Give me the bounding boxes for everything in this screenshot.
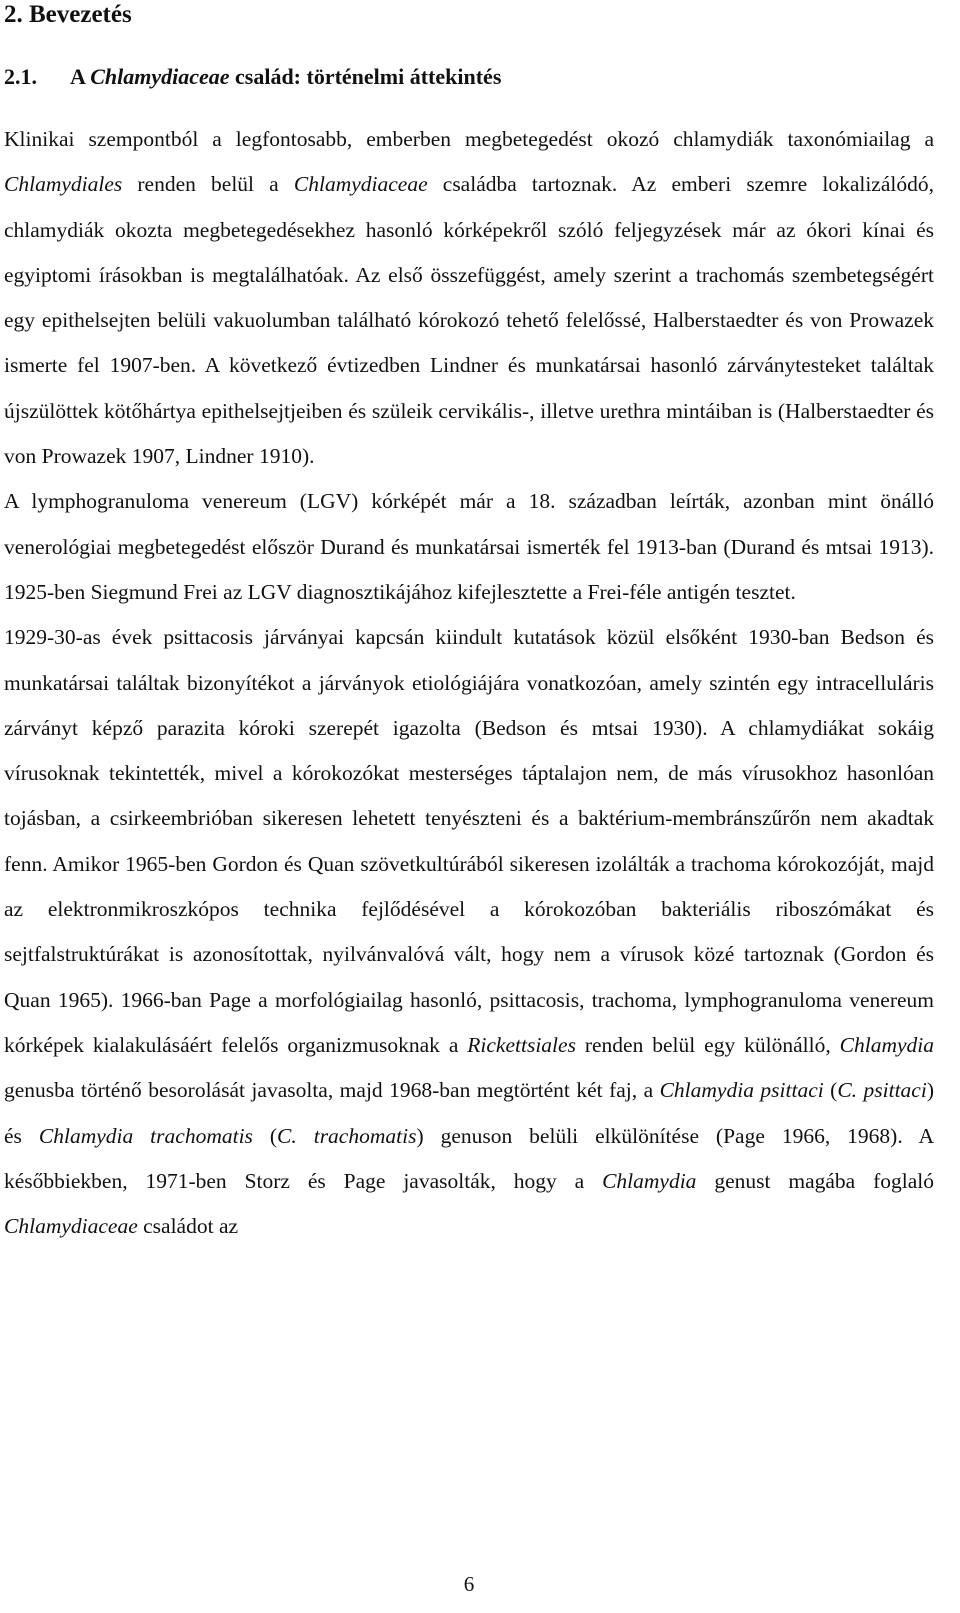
section-number: 2.1. xyxy=(4,64,37,89)
italic-text: Chlamydia psittaci xyxy=(659,1078,824,1103)
paragraph-text: ) genuson belüli elkülönítése (Page 1966, 1968). A későbbiekben, 1971-ben Storz és Page javasolták, hogy a xyxy=(4,1123,934,1193)
paragraph-text: A lymphogranuloma venereum (LGV) kórképét már a 18. században leírták, azonban mint önálló venerológiai megbetegedést először Durand és munkatársai ismerték fel 1913-ban (Durand és mtsai 1913). 1925-ben Siegmund Frei az LGV diagnosztikájához kifejlesztette a Frei-féle antigén tesztet. xyxy=(4,489,934,604)
italic-text: Rickettsiales xyxy=(467,1032,576,1057)
chapter-heading xyxy=(4,0,132,30)
italic-text: C. trachomatis xyxy=(277,1123,417,1148)
italic-text: Chlamydiales xyxy=(4,172,123,197)
paragraph-text: Klinikai szempontból a legfontosabb, emberben megbetegedést okozó chlamydiák taxonómiailag a xyxy=(4,127,934,151)
chapter-number: 2. xyxy=(4,1,23,28)
italic-text: Chlamydia xyxy=(839,1032,934,1057)
italic-text: Chlamydiaceae xyxy=(293,172,428,197)
page-number: 6 xyxy=(463,1572,475,1596)
paragraph-text: családba tartoznak. Az emberi szemre lokalizálódó, chlamydiák okozta megbetegedésekhez hasonló kórképekről szóló feljegyzések már az ókori kínai és egyiptomi írásokban is megtalálhatóak. Az első összefüggést, amely szerint a trachomás szembetegségért egy epithelsejten belüli vakuolumban található kórokozó tehető felelőssé, Halberstaedter és von Prowazek ismerte fel 1907-ben. A következő évtizedben Lindner és munkatársai hasonló zárványtesteket találtak újszülöttek kötőhártya epithelsejtjeiben és szüleik cervikális-, illetve urethra mintáiban is (Halberstaedter és von Prowazek 1907, Lindner 1910). xyxy=(4,172,934,469)
section-heading xyxy=(4,62,501,92)
paragraph-text: 1929-30-as évek psittacosis járványai kapcsán kiindult kutatások közül elsőként 1930-ban Bedson és munkatársai találtak bizonyítékot a járványok etiológiájára vonatkozóan, amely szintén egy intracelluláris zárványt képző parazita kóroki szerepét igazolta (Bedson és mtsai 1930). A chlamydiákat sokáig vírusoknak tekintették, mivel a kórokozókat mesterséges táptalajon nem, de más vírusokhoz hasonlóan tojásban, a csirkeembrióban sikeresen lehetett tenyészteni és a baktérium-membránszűrőn nem akadtak fenn. Amikor 1965-ben Gordon és Quan szövetkultúrából sikeresen izolálták a trachoma kórokozóját, majd az elektronmikroszkópos technika fejlődésével a kórokozóban bakteriális riboszómákat és sejtfalstruktúrákat is azonosítottak, nyilvánvalóvá vált, hogy nem a vírusok közé tartoznak (Gordon és Quan 1965). 1966-ban Page a morfológiailag hasonló, psittacosis, trachoma, lymphogranuloma venereum kórképek kialakulásáért felelős organizmusoknak a xyxy=(4,625,934,1057)
paragraph-text: ( xyxy=(823,1078,838,1103)
section-title-before: A xyxy=(70,64,91,89)
italic-text: Chlamydia xyxy=(602,1168,697,1193)
paragraph xyxy=(4,479,934,615)
paragraph xyxy=(4,117,934,479)
paragraph-text: ( xyxy=(252,1123,278,1148)
body-text xyxy=(4,117,934,1249)
paragraph-text: genust magába foglaló xyxy=(696,1168,934,1193)
paragraph xyxy=(4,615,934,1249)
paragraph-text: renden belül egy különálló, xyxy=(575,1032,840,1057)
paragraph-text: ) és xyxy=(4,1078,934,1148)
italic-text: C. psittaci xyxy=(837,1078,927,1103)
italic-text: Chlamydiaceae xyxy=(4,1214,138,1239)
paragraph-text: családot az xyxy=(137,1214,239,1239)
italic-text: Chlamydia trachomatis xyxy=(38,1123,253,1148)
chapter-title: Bevezetés xyxy=(29,1,132,28)
paragraph-text: genusba történő besorolását javasolta, majd 1968-ban megtörtént két faj, a xyxy=(4,1078,660,1103)
section-title-italic: Chlamydiaceae xyxy=(90,64,230,89)
paragraph-text: renden belül a xyxy=(122,172,294,197)
section-title-after: család: történelmi áttekintés xyxy=(229,64,502,89)
